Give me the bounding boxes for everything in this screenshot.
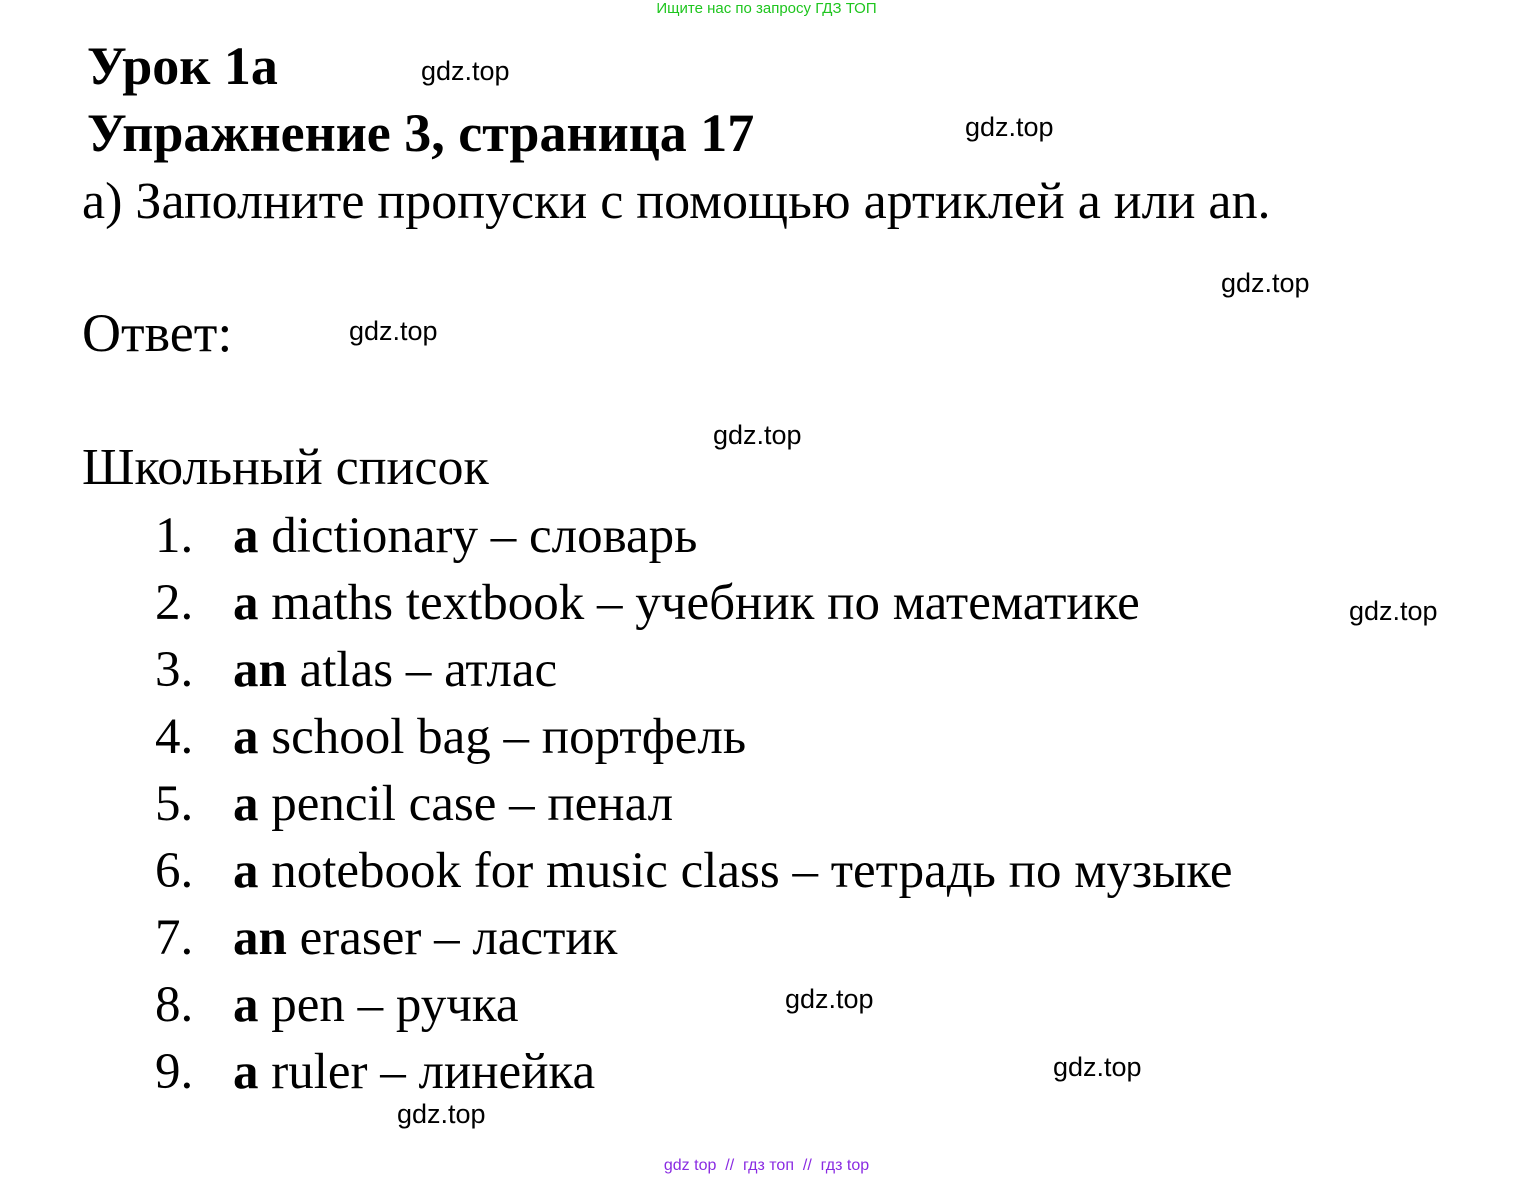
item-number: 9. <box>155 1044 194 1100</box>
item-text: pencil case – пенал <box>258 776 674 832</box>
item-article: a <box>233 575 259 631</box>
list-item <box>155 972 1233 1039</box>
item-number: 6. <box>155 843 194 899</box>
list-item <box>155 637 1233 704</box>
watermark: gdz.top <box>349 316 438 346</box>
item-article: an <box>233 642 287 698</box>
list-item <box>155 503 1233 570</box>
item-text: dictionary – словарь <box>258 508 698 564</box>
exercise-title: Упражнение 3, страница 17 <box>87 103 755 163</box>
item-article: a <box>233 508 259 564</box>
item-text: school bag – портфель <box>258 709 747 765</box>
item-number: 7. <box>155 910 194 966</box>
item-number: 3. <box>155 642 194 698</box>
list-item <box>155 704 1233 771</box>
item-number: 8. <box>155 977 194 1033</box>
item-text: pen – ручка <box>258 977 519 1033</box>
item-article: a <box>233 1044 259 1100</box>
item-number: 2. <box>155 575 194 631</box>
watermark: gdz.top <box>713 420 802 450</box>
watermark: gdz.top <box>1349 596 1438 626</box>
lesson-title: Урок 1a <box>87 36 278 96</box>
item-number: 5. <box>155 776 194 832</box>
item-article: a <box>233 977 259 1033</box>
list-item <box>155 838 1233 905</box>
list-item <box>155 905 1233 972</box>
watermark: gdz.top <box>1053 1052 1142 1082</box>
item-text: atlas – атлас <box>286 642 558 698</box>
watermark: gdz.top <box>965 112 1054 142</box>
item-text: maths textbook – учебник по математике <box>258 575 1140 631</box>
top-banner: Ищите нас по запросу ГДЗ ТОП <box>656 0 877 17</box>
exercise-instruction: a) Заполните пропуски с помощью артиклей a или an. <box>82 173 1271 230</box>
list-item <box>155 771 1233 838</box>
list-heading: Школьный список <box>82 439 489 496</box>
item-text: eraser – ластик <box>286 910 618 966</box>
watermark: gdz.top <box>421 56 510 86</box>
item-number: 1. <box>155 508 194 564</box>
answer-label: Ответ: <box>82 303 233 363</box>
list-item <box>155 570 1233 637</box>
item-article: an <box>233 910 287 966</box>
item-article: a <box>233 709 259 765</box>
watermark: gdz.top <box>785 984 874 1014</box>
item-text: notebook for music class – тетрадь по музыке <box>258 843 1233 899</box>
footer-watermark: gdz top // гдз топ // гдз top <box>663 1157 870 1174</box>
item-article: a <box>233 843 259 899</box>
answer-list <box>155 503 1233 1106</box>
watermark: gdz.top <box>1221 268 1310 298</box>
item-text: ruler – линейка <box>258 1044 596 1100</box>
item-number: 4. <box>155 709 194 765</box>
watermark: gdz.top <box>397 1099 486 1129</box>
item-article: a <box>233 776 259 832</box>
